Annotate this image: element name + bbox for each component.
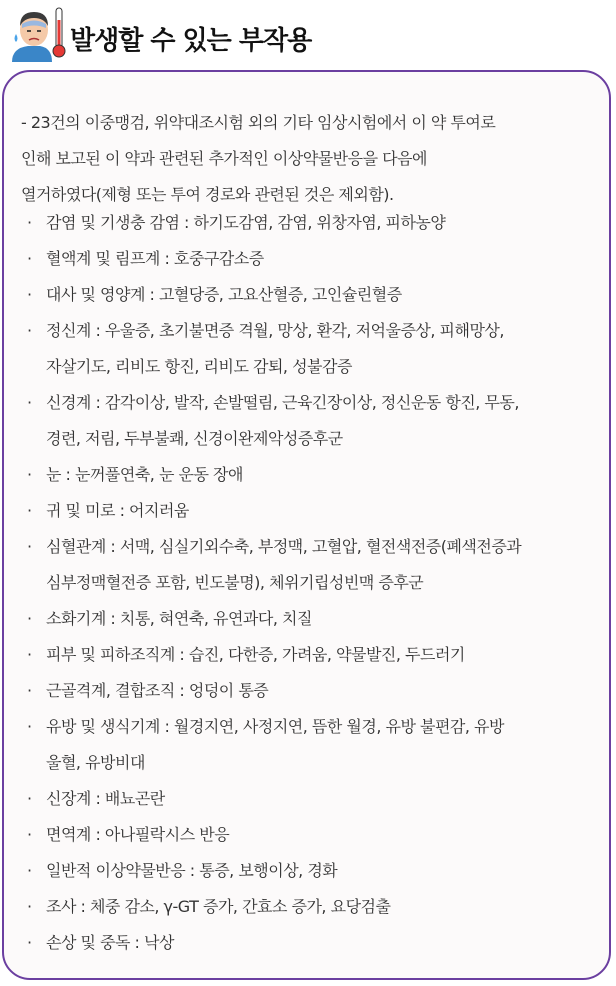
bullet-dot: ·	[27, 645, 32, 664]
side-effect-line: 면역계 : 아나필락시스 반응	[46, 825, 230, 844]
side-effect-line: 귀 및 미로 : 어지러움	[46, 501, 189, 520]
bullet-dot: ·	[27, 681, 32, 700]
intro-line: 인해 보고된 이 약과 관련된 추가적인 이상약물반응을 다음에	[21, 149, 428, 168]
bullet-dot: ·	[27, 393, 32, 412]
page-title: 발생할 수 있는 부작용	[70, 26, 312, 56]
bullet-dot: ·	[27, 933, 32, 952]
intro-paragraph	[21, 105, 596, 213]
side-effect-line: 피부 및 피하조직계 : 습진, 다한증, 가려움, 약물발진, 두드러기	[46, 645, 465, 664]
side-effect-item	[27, 709, 602, 781]
side-effect-line: 심혈관계 : 서맥, 심실기외수축, 부정맥, 고혈압, 혈전색전증(폐색전증과	[46, 537, 522, 556]
side-effect-item	[27, 781, 602, 817]
bullet-dot: ·	[27, 609, 32, 628]
side-effect-item	[27, 853, 602, 889]
side-effect-line: 일반적 이상약물반응 : 통증, 보행이상, 경화	[46, 861, 338, 880]
side-effect-line: 조사 : 체중 감소, γ-GT 증가, 간효소 증가, 요당검출	[46, 897, 391, 916]
section-header	[0, 0, 616, 70]
side-effect-item	[27, 277, 602, 313]
bullet-dot: ·	[27, 897, 32, 916]
bullet-dot: ·	[27, 213, 32, 232]
side-effect-line: 유방 및 생식기계 : 월경지연, 사정지연, 뜸한 월경, 유방 불편감, 유방	[46, 717, 504, 736]
side-effect-line: 근골격계, 결합조직 : 엉덩이 통증	[46, 681, 269, 700]
side-effect-item	[27, 637, 602, 673]
side-effect-item	[27, 529, 602, 601]
side-effect-line: 자살기도, 리비도 항진, 리비도 감퇴, 성불감증	[46, 357, 352, 376]
bullet-dot: ·	[27, 825, 32, 844]
bullet-dot: ·	[27, 717, 32, 736]
bullet-dot: ·	[27, 465, 32, 484]
sick-person-thermometer-icon	[6, 4, 66, 64]
bullet-dot: ·	[27, 321, 32, 340]
bullet-dot: ·	[27, 537, 32, 556]
side-effect-line: 감염 및 기생충 감염 : 하기도감염, 감염, 위창자염, 피하농양	[46, 213, 446, 232]
side-effect-line: 손상 및 중독 : 낙상	[46, 933, 174, 952]
side-effects-card	[2, 70, 611, 980]
side-effect-line: 소화기계 : 치통, 혀연축, 유연과다, 치질	[46, 609, 312, 628]
side-effect-line: 혈액계 및 림프계 : 호중구감소증	[46, 249, 264, 268]
side-effect-line: 신경계 : 감각이상, 발작, 손발떨림, 근육긴장이상, 정신운동 항진, 무동,	[46, 393, 519, 412]
bullet-dot: ·	[27, 789, 32, 808]
side-effect-item	[27, 925, 602, 961]
side-effect-item	[27, 385, 602, 457]
intro-line: - 23건의 이중맹검, 위약대조시험 외의 기타 임상시험에서 이 약 투여로	[21, 113, 496, 132]
bullet-dot: ·	[27, 285, 32, 304]
side-effect-item	[27, 673, 602, 709]
bullet-dot: ·	[27, 501, 32, 520]
bullet-dot: ·	[27, 249, 32, 268]
side-effect-line: 정신계 : 우울증, 초기불면증 격월, 망상, 환각, 저억울증상, 피해망상,	[46, 321, 504, 340]
side-effect-line: 대사 및 영양계 : 고혈당증, 고요산혈증, 고인슐린혈증	[46, 285, 402, 304]
side-effect-item	[27, 493, 602, 529]
bullet-dot: ·	[27, 861, 32, 880]
side-effect-line: 눈 : 눈꺼풀연축, 눈 운동 장애	[46, 465, 243, 484]
side-effect-line: 울혈, 유방비대	[46, 753, 145, 772]
intro-line: 열거하였다(제형 또는 투여 경로와 관련된 것은 제외함).	[21, 185, 394, 204]
side-effect-item	[27, 457, 602, 493]
side-effect-item	[27, 241, 602, 277]
side-effect-item	[27, 205, 602, 241]
side-effect-line: 경련, 저림, 두부불쾌, 신경이완제악성증후군	[46, 429, 343, 448]
side-effect-item	[27, 601, 602, 637]
side-effect-item	[27, 817, 602, 853]
side-effect-line: 신장계 : 배뇨곤란	[46, 789, 165, 808]
side-effect-item	[27, 313, 602, 385]
side-effect-line: 심부정맥혈전증 포함, 빈도불명), 체위기립성빈맥 증후군	[46, 573, 424, 592]
side-effect-item	[27, 889, 602, 925]
